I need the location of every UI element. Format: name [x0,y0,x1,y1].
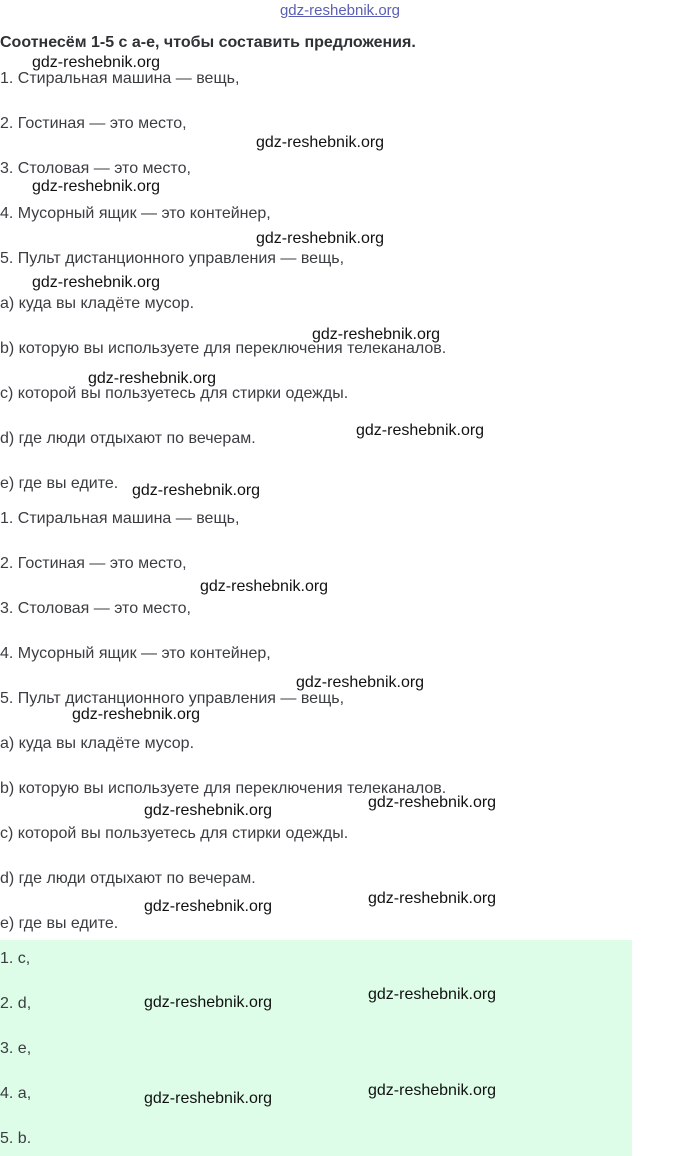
exercise-1-option-d: d) где люди отдыхают по вечерам. [0,430,256,447]
exercise-1-item-5: 5. Пульт дистанционного управления — вещь, [0,250,345,267]
exercise-2-option-b: b) которую вы используете для переключения телеканалов. [0,780,447,797]
watermark: gdz-reshebnik.org [256,134,385,151]
watermark: gdz-reshebnik.org [32,178,161,195]
exercise-2-option-e: e) где вы едите. [0,915,119,932]
exercise-1-item-4: 4. Мусорный ящик — это контейнер, [0,205,271,222]
watermark: gdz-reshebnik.org [88,370,217,387]
watermark: gdz-reshebnik.org [256,230,385,247]
exercise-1-item-2: 2. Гостиная — это место, [0,115,187,132]
watermark: gdz-reshebnik.org [132,482,261,499]
watermark: gdz-reshebnik.org [356,422,485,439]
site-link[interactable]: gdz-reshebnik.org [279,2,401,19]
task-title: Соотнесём 1-5 с a-e, чтобы составить предложения. [0,34,416,51]
exercise-1-item-1: 1. Стиральная машина — вещь, [0,70,240,87]
exercise-2-item-5: 5. Пульт дистанционного управления — вещь, [0,690,345,707]
watermark: gdz-reshebnik.org [144,1090,273,1107]
watermark: gdz-reshebnik.org [144,994,273,1011]
exercise-2-item-1: 1. Стиральная машина — вещь, [0,510,240,527]
watermark: gdz-reshebnik.org [368,794,497,811]
answer-2: 2. d, [0,995,32,1012]
exercise-1-option-b: b) которую вы используете для переключения телеканалов. [0,340,447,357]
watermark: gdz-reshebnik.org [368,1082,497,1099]
exercise-2-item-3: 3. Столовая — это место, [0,600,191,617]
watermark: gdz-reshebnik.org [296,674,425,691]
exercise-2-option-a: a) куда вы кладёте мусор. [0,735,195,752]
answer-3: 3. e, [0,1040,32,1057]
watermark: gdz-reshebnik.org [72,706,201,723]
watermark: gdz-reshebnik.org [368,890,497,907]
watermark: gdz-reshebnik.org [368,986,497,1003]
answer-5: 5. b. [0,1130,32,1147]
answers-block [0,940,632,1156]
answer-4: 4. a, [0,1085,32,1102]
exercise-2-option-c: c) которой вы пользуетесь для стирки одежды. [0,825,349,842]
exercise-2-option-d: d) где люди отдыхают по вечерам. [0,870,256,887]
exercise-2-item-2: 2. Гостиная — это место, [0,555,187,572]
watermark: gdz-reshebnik.org [312,326,441,343]
exercise-1-option-c: c) которой вы пользуетесь для стирки одежды. [0,385,349,402]
answer-1: 1. c, [0,950,31,967]
exercise-2-item-4: 4. Мусорный ящик — это контейнер, [0,645,271,662]
exercise-1-option-a: a) куда вы кладёте мусор. [0,295,195,312]
watermark: gdz-reshebnik.org [200,578,329,595]
exercise-1-option-e: e) где вы едите. [0,475,119,492]
exercise-1-item-3: 3. Столовая — это место, [0,160,191,177]
watermark: gdz-reshebnik.org [144,802,273,819]
watermark: gdz-reshebnik.org [32,54,161,71]
watermark: gdz-reshebnik.org [144,898,273,915]
watermark: gdz-reshebnik.org [32,274,161,291]
